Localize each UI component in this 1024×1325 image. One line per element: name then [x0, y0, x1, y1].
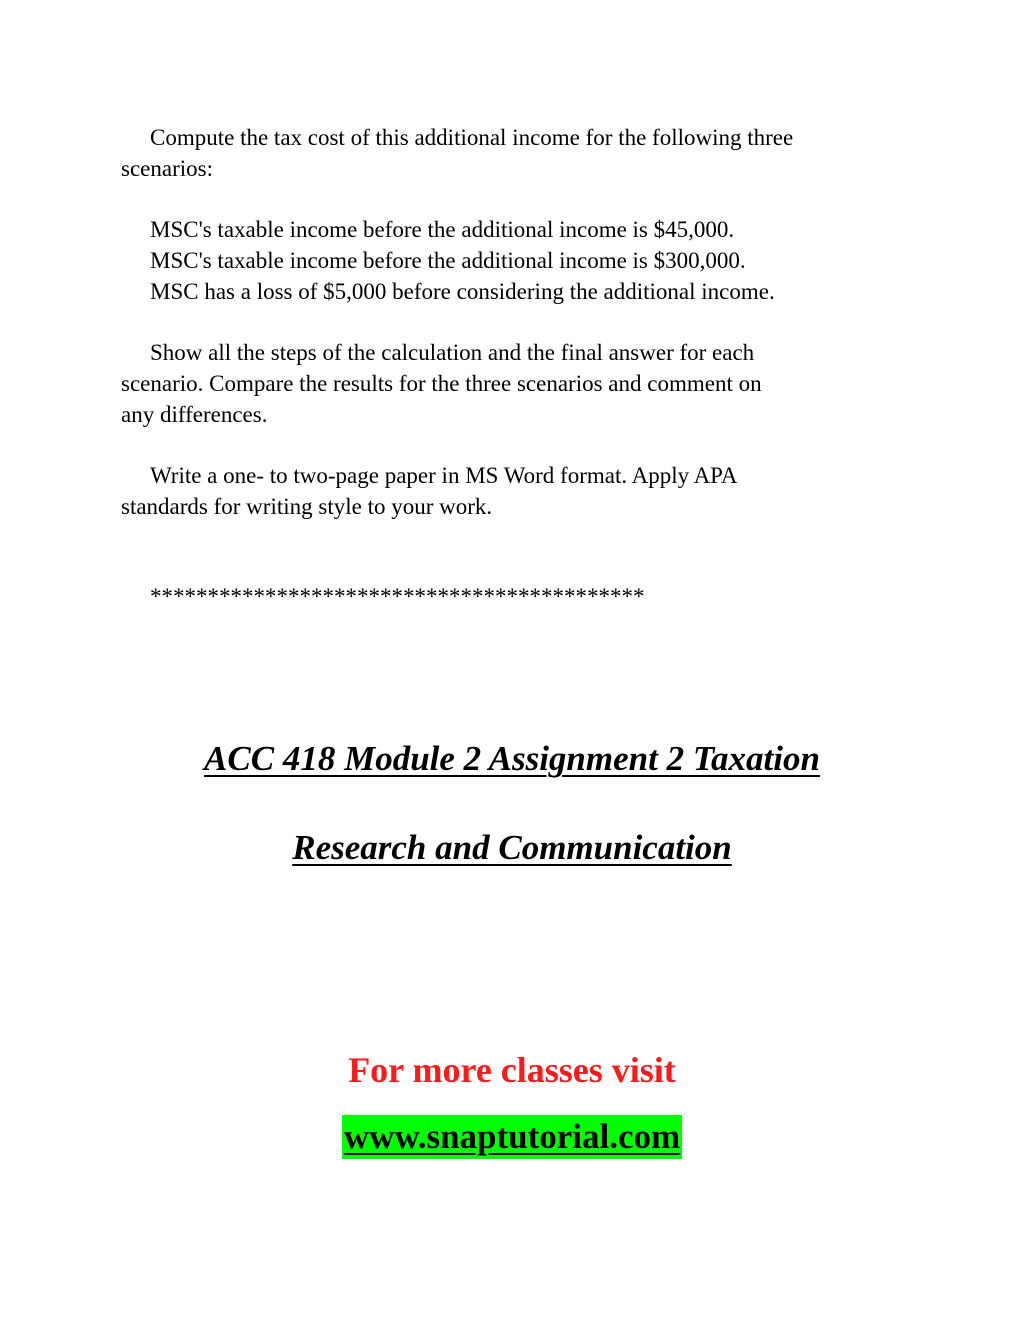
compute-line-1: Compute the tax cost of this additional income for the following three — [150, 125, 794, 150]
show-line-3: any differences. — [121, 402, 268, 427]
compute-line-2: scenarios: — [121, 156, 213, 181]
write-paper-paragraph — [121, 460, 921, 522]
promo-link[interactable]: www.snaptutorial.com — [342, 1115, 682, 1159]
assignment-title — [0, 737, 1024, 781]
assignment-title-line-1: ACC 418 Module 2 Assignment 2 Taxation — [204, 739, 820, 778]
promo-link-container — [0, 1115, 1024, 1159]
show-line-2: scenario. Compare the results for the three scenarios and comment on — [121, 371, 762, 396]
assignment-subtitle — [0, 826, 1024, 870]
asterisk-separator: ******************************************* — [150, 584, 645, 609]
write-line-2: standards for writing style to your work. — [121, 494, 493, 519]
show-line-1: Show all the steps of the calculation and the final answer for each — [150, 340, 755, 365]
scenario-item-2: MSC's taxable income before the additional income is $300,000. — [150, 248, 746, 273]
assignment-title-line-2: Research and Communication — [292, 828, 732, 867]
compute-paragraph — [121, 122, 921, 184]
scenario-list — [121, 214, 921, 307]
scenario-item-1: MSC's taxable income before the additional income is $45,000. — [150, 217, 735, 242]
promo-text: For more classes visit — [348, 1050, 676, 1090]
show-steps-paragraph — [121, 337, 921, 430]
write-line-1: Write a one- to two-page paper in MS Word format. Apply APA — [150, 463, 738, 488]
scenario-item-3: MSC has a loss of $5,000 before considering the additional income. — [150, 279, 775, 304]
